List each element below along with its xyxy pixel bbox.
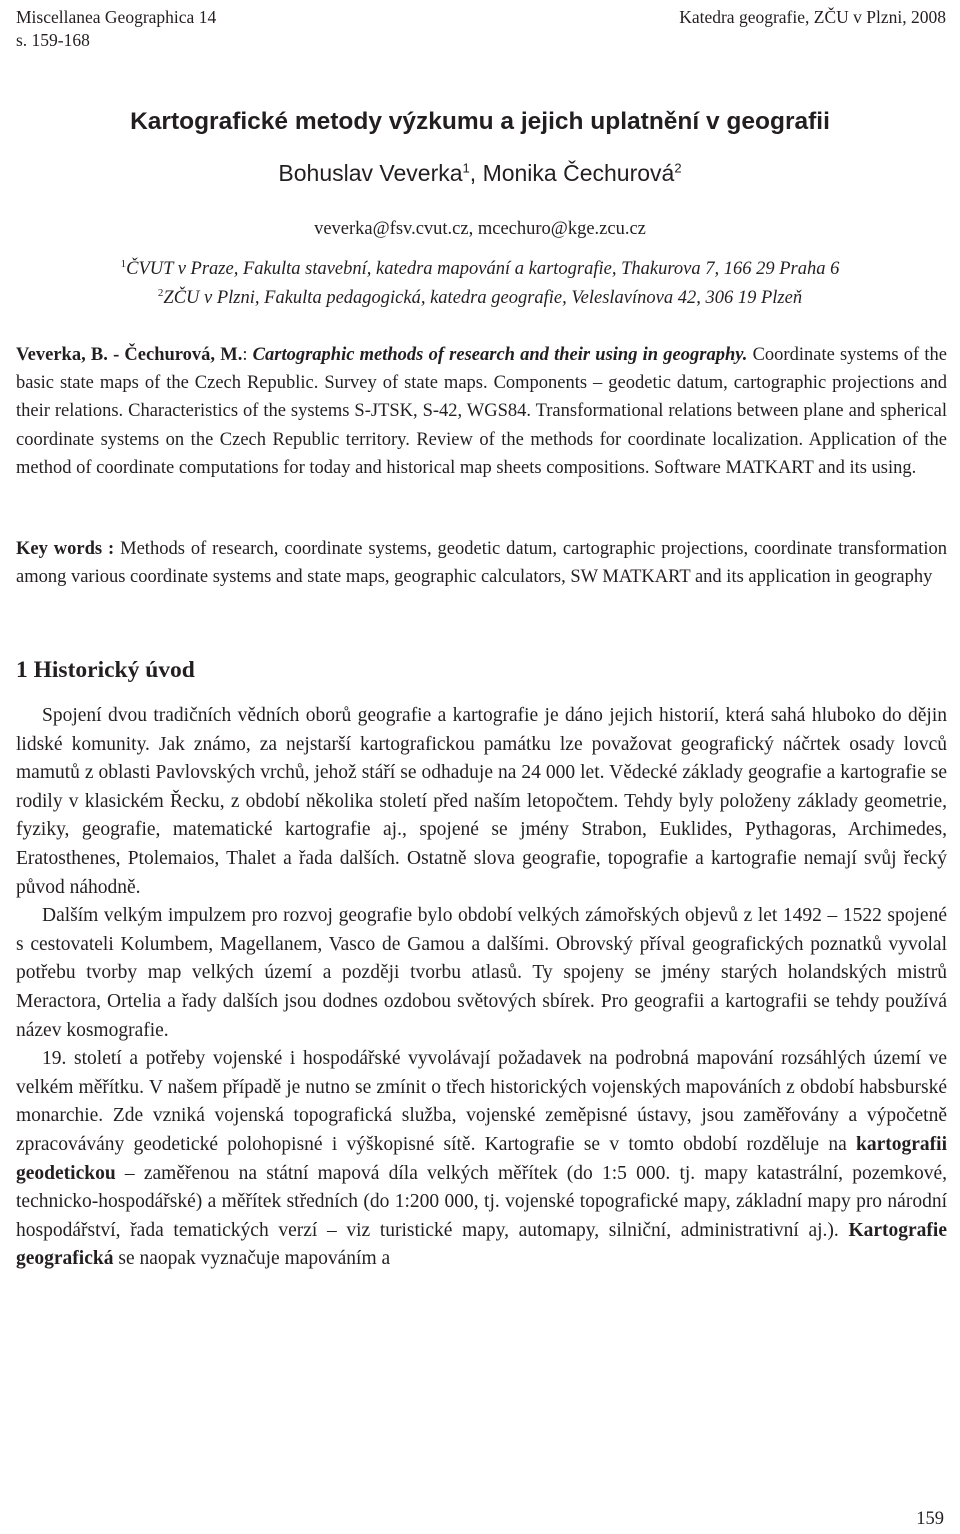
- author-2-affil-mark: 2: [674, 160, 682, 176]
- keywords: [16, 535, 947, 591]
- term-geodetic-cartography: kartografii geodetickou: [16, 1133, 947, 1184]
- page-number: 159: [916, 1509, 944, 1529]
- journal-name: Miscellanea Geographica 14: [16, 7, 217, 27]
- institution: Katedra geografie, ZČU v Plzni, 2008: [679, 7, 946, 27]
- section-body: [16, 702, 947, 1274]
- author-emails: veverka@fsv.cvut.cz, mcechuro@kge.zcu.cz: [314, 219, 646, 239]
- paragraph-3-part-3: se naopak vyznačuje mapováním a: [113, 1248, 391, 1270]
- paper-title: Kartografické metody výzkumu a jejich uplatnění v geografii: [130, 108, 830, 135]
- author-2: Monika Čechurová: [482, 160, 675, 186]
- author-1-affil-mark: 1: [462, 160, 470, 176]
- author-1: Bohuslav Veverka: [278, 160, 463, 186]
- affiliation-2-mark: 2: [157, 287, 164, 299]
- abstract-english-title: Cartographic methods of research and their using in geography.: [252, 345, 748, 365]
- author-separator: ,: [469, 160, 483, 186]
- authors: [0, 160, 960, 187]
- keywords-text: Methods of research, coordinate systems, geodetic datum, cartographic projections, coordinate transformation among various coordinate systems and state maps, geographic calculators, SW MATKART and its application in geography: [16, 539, 947, 588]
- section-heading: 1 Historický úvod: [16, 657, 195, 683]
- paragraph-1: Spojení dvou tradičních vědních oborů geografie a kartografie je dáno jejich historií, která sahá hluboko do dějin lidské komunity. Jak známo, za nejstarší kartografickou památku lze považovat geografický náčrtek osady lovců mamutů z oblasti Pavlovských vrchů, jehož stáří se odhaduje na 24 000 let. Vědecké základy geografie a kartografie se rodily v klasickém Řecku, z období několika století před naším letopočtem. Tehdy byly položeny základy geometrie, fyziky, geografie, matematické kartografie aj., spojené se jmény Strabon, Euklides, Pythagoras, Archimedes, Eratosthenes, Ptolemaios, Thalet a řada dalších. Ostatně slova geografie, topografie a kartografie nemají svůj řecký původ náhodně.: [16, 705, 947, 898]
- paragraph-3-part-1: 19. století a potřeby vojenské i hospodářské vyvolávají požadavek na podrobná mapování rozsáhlých území ve velkém měřítku. V našem případě je nutno se zmínit o třech historických vojenských mapováních z období habsburské monarchie. Zde vzniká vojenská topografická služba, vojenské zeměpisné ústavy, jsou zaměřovány a výpočetně zpracovávány geodetické polohopisné i výškopisné sítě. Kartografie se v tomto období rozděluje na: [16, 1048, 947, 1155]
- affiliation-2: [0, 287, 960, 309]
- term-geographic-cartography: Kartografie geografická: [16, 1219, 947, 1270]
- affiliation-1-mark: 1: [120, 258, 127, 270]
- abstract: [16, 341, 947, 482]
- paragraph-3-part-2: – zaměřenou na státní mapová díla velkých měřítek (do 1:5 000. tj. mapy katastrální, pozemkové, technicko-hospodářské) a měřítek středních (do 1:200 000, tj. vojenské topografické mapy, základní mapy pro národní hospodářství, řada tematických verzí – viz turistické mapy, automapy, silniční, administrativní aj.).: [16, 1162, 947, 1241]
- affiliation-1: [0, 258, 960, 280]
- abstract-citation: Veverka, B. - Čechurová, M.: [16, 345, 243, 365]
- running-header-left: [16, 6, 216, 52]
- running-header-right: [679, 6, 946, 29]
- keywords-label: Key words :: [16, 539, 115, 559]
- paragraph-2: Dalším velkým impulzem pro rozvoj geografie bylo období velkých zámořských objevů z let 1492 – 1522 spojené s cestovateli Kolumbem, Magellanem, Vasco de Gamou a dalšími. Obrovský příval geografických poznatků vyvolal potřebu tvorby map velkých území a později tvorbu atlasů. Ty spojeny se jmény starých holandských mistrů Meractora, Ortelia a řady dalších jsou dodnes ozdobou světových sbírek. Pro geografii a kartografii se tehdy používá název kosmografie.: [16, 905, 947, 1041]
- abstract-text: Coordinate systems of the basic state maps of the Czech Republic. Survey of state maps. Components – geodetic datum, cartographic projections and their relations. Characteristics of the systems S-JTSK, S-42, WGS84. Transformational relations between plane and spherical coordinate systems on the Czech Republic territory. Review of the methods for coordinate localization. Application of the method of coordinate computations for today and historical map sheets compositions. Software MATKART and its using.: [16, 345, 947, 478]
- paragraph-3: [16, 1045, 947, 1274]
- page-range: s. 159-168: [16, 30, 90, 50]
- affiliation-1-text: ČVUT v Praze, Fakulta stavební, katedra mapování a kartografie, Thakurova 7, 166 29 Praha 6: [126, 259, 840, 280]
- affiliation-2-text: ZČU v Plzni, Fakulta pedagogická, katedra geografie, Veleslavínova 42, 306 19 Plzeň: [163, 288, 803, 309]
- abstract-colon: :: [242, 345, 253, 365]
